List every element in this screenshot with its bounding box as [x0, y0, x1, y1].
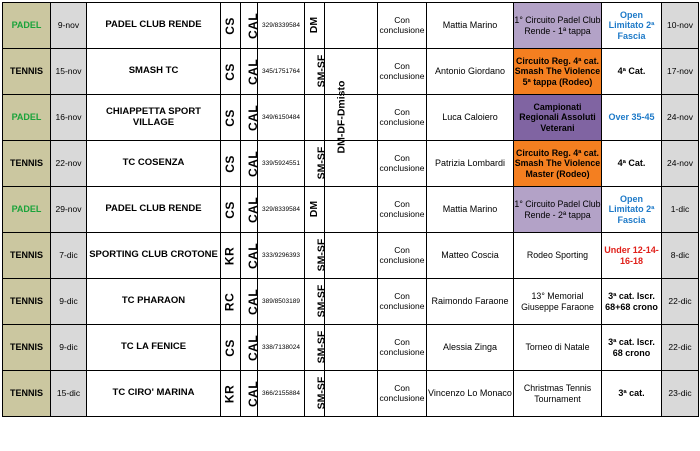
mode-text: Con conclusione	[379, 290, 425, 311]
end-date-cell	[662, 187, 699, 233]
club-cell	[87, 371, 221, 417]
start-date: 29-nov	[55, 203, 82, 214]
sport-label: TENNIS	[9, 388, 43, 399]
province-cell	[221, 371, 241, 417]
phone-cell	[258, 325, 305, 371]
referee-cell	[427, 49, 514, 95]
region-cell	[241, 187, 261, 233]
empty-cell	[325, 49, 378, 95]
category-code: DM	[308, 17, 321, 34]
province-cell	[221, 279, 241, 325]
phone-number: 389/8503189	[262, 297, 300, 305]
sport-cell	[3, 141, 51, 187]
province-cell	[221, 49, 241, 95]
referee-name: Matteo Coscia	[441, 250, 499, 261]
region-code: CAL	[246, 196, 261, 223]
end-date-cell	[662, 141, 699, 187]
end-date-cell	[662, 325, 699, 371]
end-date-cell	[662, 49, 699, 95]
club-cell	[87, 141, 221, 187]
empty-cell	[325, 141, 378, 187]
end-date-cell	[662, 3, 699, 49]
level-cell	[602, 325, 662, 371]
referee-name: Alessia Zinga	[442, 342, 498, 353]
start-date: 15-dic	[56, 387, 81, 398]
mode-cell	[378, 187, 427, 233]
referee-name: Mattia Marino	[442, 204, 498, 215]
start-date-cell	[51, 141, 87, 187]
end-date: 10-nov	[667, 19, 693, 30]
sport-cell	[3, 371, 51, 417]
sport-label: TENNIS	[9, 250, 43, 261]
start-date: 9-nov	[57, 19, 80, 30]
category-code: SM-SF	[315, 55, 328, 88]
referee-name: Patrizia Lombardi	[434, 158, 506, 169]
sport-cell	[3, 233, 51, 279]
level-primary: Open	[619, 193, 643, 204]
club-cell	[87, 325, 221, 371]
mode-cell	[378, 3, 427, 49]
region-cell	[241, 3, 261, 49]
phone-number: 329/8339584	[262, 21, 300, 29]
club-cell	[87, 279, 221, 325]
mode-cell	[378, 49, 427, 95]
phone-number: 329/8339584	[262, 205, 300, 213]
event-cell	[514, 279, 602, 325]
level-cell	[602, 3, 662, 49]
mode-text: Con conclusione	[379, 14, 425, 35]
category-code: SM-SF	[315, 147, 328, 180]
province-cell	[221, 233, 241, 279]
mode-text: Con conclusione	[379, 60, 425, 81]
empty-cell	[325, 187, 378, 233]
category-code: SM-SF	[315, 239, 328, 272]
end-date-cell	[662, 371, 699, 417]
region-code: CAL	[246, 334, 261, 361]
region-cell	[241, 141, 261, 187]
phone-cell	[258, 371, 305, 417]
province-code: CS	[222, 108, 237, 127]
start-date: 9-dic	[59, 341, 78, 352]
province-cell	[221, 187, 241, 233]
event-cell	[514, 49, 602, 95]
phone-number: 339/5924551	[262, 159, 300, 167]
event-cell	[514, 233, 602, 279]
phone-number: 366/2155884	[262, 389, 300, 397]
club-name: TC PHARAON	[121, 295, 186, 307]
event-name: Circuito Reg. 4ª cat. Smash The Violence Master (Rodeo)	[514, 148, 601, 179]
empty-cell	[325, 3, 378, 49]
sport-label: TENNIS	[9, 158, 43, 169]
level-cell	[602, 49, 662, 95]
event-name: Circuito Reg. 4ª cat. Smash The Violence 5ª tappa (Rodeo)	[514, 56, 601, 87]
table-row	[3, 3, 699, 49]
referee-cell	[427, 371, 514, 417]
region-cell	[241, 49, 261, 95]
table-row	[3, 325, 699, 371]
club-name: TC COSENZA	[122, 157, 185, 169]
event-name: Rodeo Sporting	[526, 250, 589, 261]
club-name: TC LA FENICE	[120, 341, 187, 353]
club-cell	[87, 49, 221, 95]
sport-cell	[3, 95, 51, 141]
province-code: KR	[222, 246, 237, 265]
referee-cell	[427, 3, 514, 49]
category-code: DM-DF-Dmisto	[335, 81, 348, 154]
level-primary: 4ª Cat.	[617, 66, 646, 77]
empty-cell	[325, 371, 378, 417]
phone-number: 349/6150484	[262, 113, 300, 121]
province-code: RC	[222, 292, 237, 311]
referee-name: Antonio Giordano	[434, 66, 506, 77]
end-date: 24-nov	[667, 157, 693, 168]
mode-text: Con conclusione	[379, 198, 425, 219]
start-date-cell	[51, 325, 87, 371]
category-code: SM-SF	[315, 331, 328, 364]
end-date: 22-dic	[668, 295, 692, 306]
table-row	[3, 233, 699, 279]
sport-label: PADEL	[11, 112, 42, 123]
level-cell	[602, 233, 662, 279]
province-code: CS	[222, 200, 237, 219]
start-date: 16-nov	[55, 111, 82, 122]
sport-cell	[3, 49, 51, 95]
province-code: CS	[222, 338, 237, 357]
club-name: PADEL CLUB RENDE	[105, 19, 202, 31]
phone-cell	[258, 233, 305, 279]
table-row	[3, 187, 699, 233]
mode-cell	[378, 279, 427, 325]
table-row	[3, 279, 699, 325]
province-code: CS	[222, 62, 237, 81]
start-date: 9-dic	[59, 295, 78, 306]
event-cell	[514, 141, 602, 187]
level-primary: Over 35-45	[608, 112, 655, 123]
category-cell	[305, 233, 328, 279]
province-cell	[221, 95, 241, 141]
sport-label: TENNIS	[9, 342, 43, 353]
level-primary: 4ª Cat.	[617, 158, 646, 169]
category-cell	[305, 187, 325, 233]
start-date: 7-dic	[59, 249, 78, 260]
region-code: CAL	[246, 380, 261, 407]
mode-text: Con conclusione	[379, 244, 425, 265]
region-code: CAL	[246, 150, 261, 177]
category-cell	[305, 371, 328, 417]
region-code: CAL	[246, 242, 261, 269]
referee-name: Mattia Marino	[442, 20, 498, 31]
level-cell	[602, 187, 662, 233]
table-row	[3, 95, 699, 141]
club-name: SMASH TC	[128, 65, 179, 77]
start-date-cell	[51, 279, 87, 325]
event-name: 1° Circuito Padel Club Rende - 1ª tappa	[514, 15, 601, 36]
referee-name: Vincenzo Lo Monaco	[428, 388, 512, 399]
empty-cell	[325, 95, 378, 141]
referee-cell	[427, 95, 514, 141]
region-cell	[241, 371, 261, 417]
event-cell	[514, 95, 602, 141]
referee-name: Raimondo Faraone	[431, 296, 509, 307]
event-name: Campionati Regionali Assoluti Veterani	[519, 102, 596, 133]
phone-cell	[258, 187, 305, 233]
club-cell	[87, 233, 221, 279]
category-cell	[305, 81, 348, 154]
category-cell	[305, 49, 328, 95]
event-cell	[514, 371, 602, 417]
sport-cell	[3, 325, 51, 371]
end-date: 22-dic	[668, 341, 692, 352]
province-cell	[221, 141, 241, 187]
club-cell	[87, 95, 221, 141]
mode-text: Con conclusione	[379, 152, 425, 173]
mode-cell	[378, 371, 427, 417]
phone-number: 333/9296393	[262, 251, 300, 259]
end-date: 17-nov	[667, 65, 693, 76]
end-date-cell	[662, 95, 699, 141]
phone-number: 338/7138024	[262, 343, 300, 351]
end-date-cell	[662, 279, 699, 325]
category-code: SM-SF	[315, 377, 328, 410]
start-date-cell	[51, 233, 87, 279]
event-cell	[514, 3, 602, 49]
club-cell	[87, 3, 221, 49]
club-name: PADEL CLUB RENDE	[105, 203, 202, 215]
phone-cell	[258, 141, 305, 187]
level-primary: 3ª cat. Iscr. 68 crono	[608, 337, 655, 358]
referee-cell	[427, 141, 514, 187]
region-cell	[241, 233, 261, 279]
end-date: 8-dic	[670, 249, 690, 260]
province-cell	[221, 3, 241, 49]
level-cell	[602, 279, 662, 325]
club-name: SPORTING CLUB CROTONE	[89, 249, 218, 261]
event-cell	[514, 325, 602, 371]
end-date: 1-dic	[670, 203, 690, 214]
region-code: CAL	[246, 104, 261, 131]
level-cell	[602, 371, 662, 417]
province-code: CS	[222, 16, 237, 35]
phone-cell	[258, 95, 305, 141]
table-body	[3, 3, 699, 417]
phone-cell	[258, 49, 305, 95]
start-date: 22-nov	[55, 157, 82, 168]
sport-cell	[3, 279, 51, 325]
region-cell	[241, 325, 261, 371]
sport-cell	[3, 187, 51, 233]
table-row	[3, 371, 699, 417]
start-date: 15-nov	[55, 65, 82, 76]
end-date: 24-nov	[667, 111, 693, 122]
phone-cell	[258, 279, 305, 325]
table-row	[3, 141, 699, 187]
start-date-cell	[51, 371, 87, 417]
end-date-cell	[662, 233, 699, 279]
level-secondary: Limitato 2ª Fascia	[608, 20, 655, 41]
province-code: CS	[222, 154, 237, 173]
category-cell	[305, 325, 328, 371]
level-cell	[602, 95, 662, 141]
referee-cell	[427, 325, 514, 371]
mode-text: Con conclusione	[379, 336, 425, 357]
event-name: Christmas Tennis Tournament	[523, 383, 592, 404]
club-cell	[87, 187, 221, 233]
empty-cell	[325, 233, 378, 279]
level-secondary: Limitato 2ª Fascia	[608, 204, 655, 225]
event-name: 13° Memorial Giuseppe Faraone	[521, 291, 594, 312]
region-code: CAL	[246, 288, 261, 315]
region-cell	[241, 95, 261, 141]
mode-cell	[378, 95, 427, 141]
category-cell	[305, 3, 325, 49]
category-cell	[305, 279, 328, 325]
empty-cell	[325, 325, 378, 371]
province-code: KR	[222, 384, 237, 403]
sport-label: PADEL	[11, 204, 42, 215]
event-cell	[514, 187, 602, 233]
mode-text: Con conclusione	[379, 382, 425, 403]
region-cell	[241, 279, 261, 325]
start-date-cell	[51, 3, 87, 49]
category-cell	[305, 141, 328, 187]
referee-cell	[427, 279, 514, 325]
referee-cell	[427, 187, 514, 233]
referee-name: Luca Caloiero	[442, 112, 498, 123]
referee-cell	[427, 233, 514, 279]
mode-text: Con conclusione	[379, 106, 425, 127]
category-code: DM	[308, 201, 321, 218]
mode-cell	[378, 141, 427, 187]
event-name: Torneo di Natale	[525, 342, 590, 353]
sport-label: TENNIS	[9, 66, 43, 77]
phone-number: 345/1751764	[262, 67, 300, 75]
category-code: SM-SF	[315, 285, 328, 318]
end-date: 23-dic	[668, 387, 692, 398]
level-cell	[602, 141, 662, 187]
phone-cell	[258, 3, 305, 49]
start-date-cell	[51, 49, 87, 95]
region-code: CAL	[246, 58, 261, 85]
level-primary: 3ª cat.	[618, 388, 645, 399]
level-primary: Open	[619, 9, 643, 20]
start-date-cell	[51, 95, 87, 141]
province-cell	[221, 325, 241, 371]
mode-cell	[378, 325, 427, 371]
sport-label: PADEL	[11, 20, 42, 31]
level-primary: Under 12-14-16-18	[604, 245, 659, 266]
start-date-cell	[51, 187, 87, 233]
event-name: 1° Circuito Padel Club Rende - 2ª tappa	[514, 199, 601, 220]
mode-cell	[378, 233, 427, 279]
empty-cell	[325, 279, 378, 325]
club-name: CHIAPPETTA SPORT VILLAGE	[105, 105, 201, 128]
table-row	[3, 49, 699, 95]
tournament-calendar-table	[2, 2, 699, 417]
sport-label: TENNIS	[9, 296, 43, 307]
club-name: TC CIRO' MARINA	[112, 387, 195, 399]
region-code: CAL	[246, 12, 261, 39]
level-primary: 3ª cat. Iscr. 68+68 crono	[605, 291, 658, 312]
sport-cell	[3, 3, 51, 49]
